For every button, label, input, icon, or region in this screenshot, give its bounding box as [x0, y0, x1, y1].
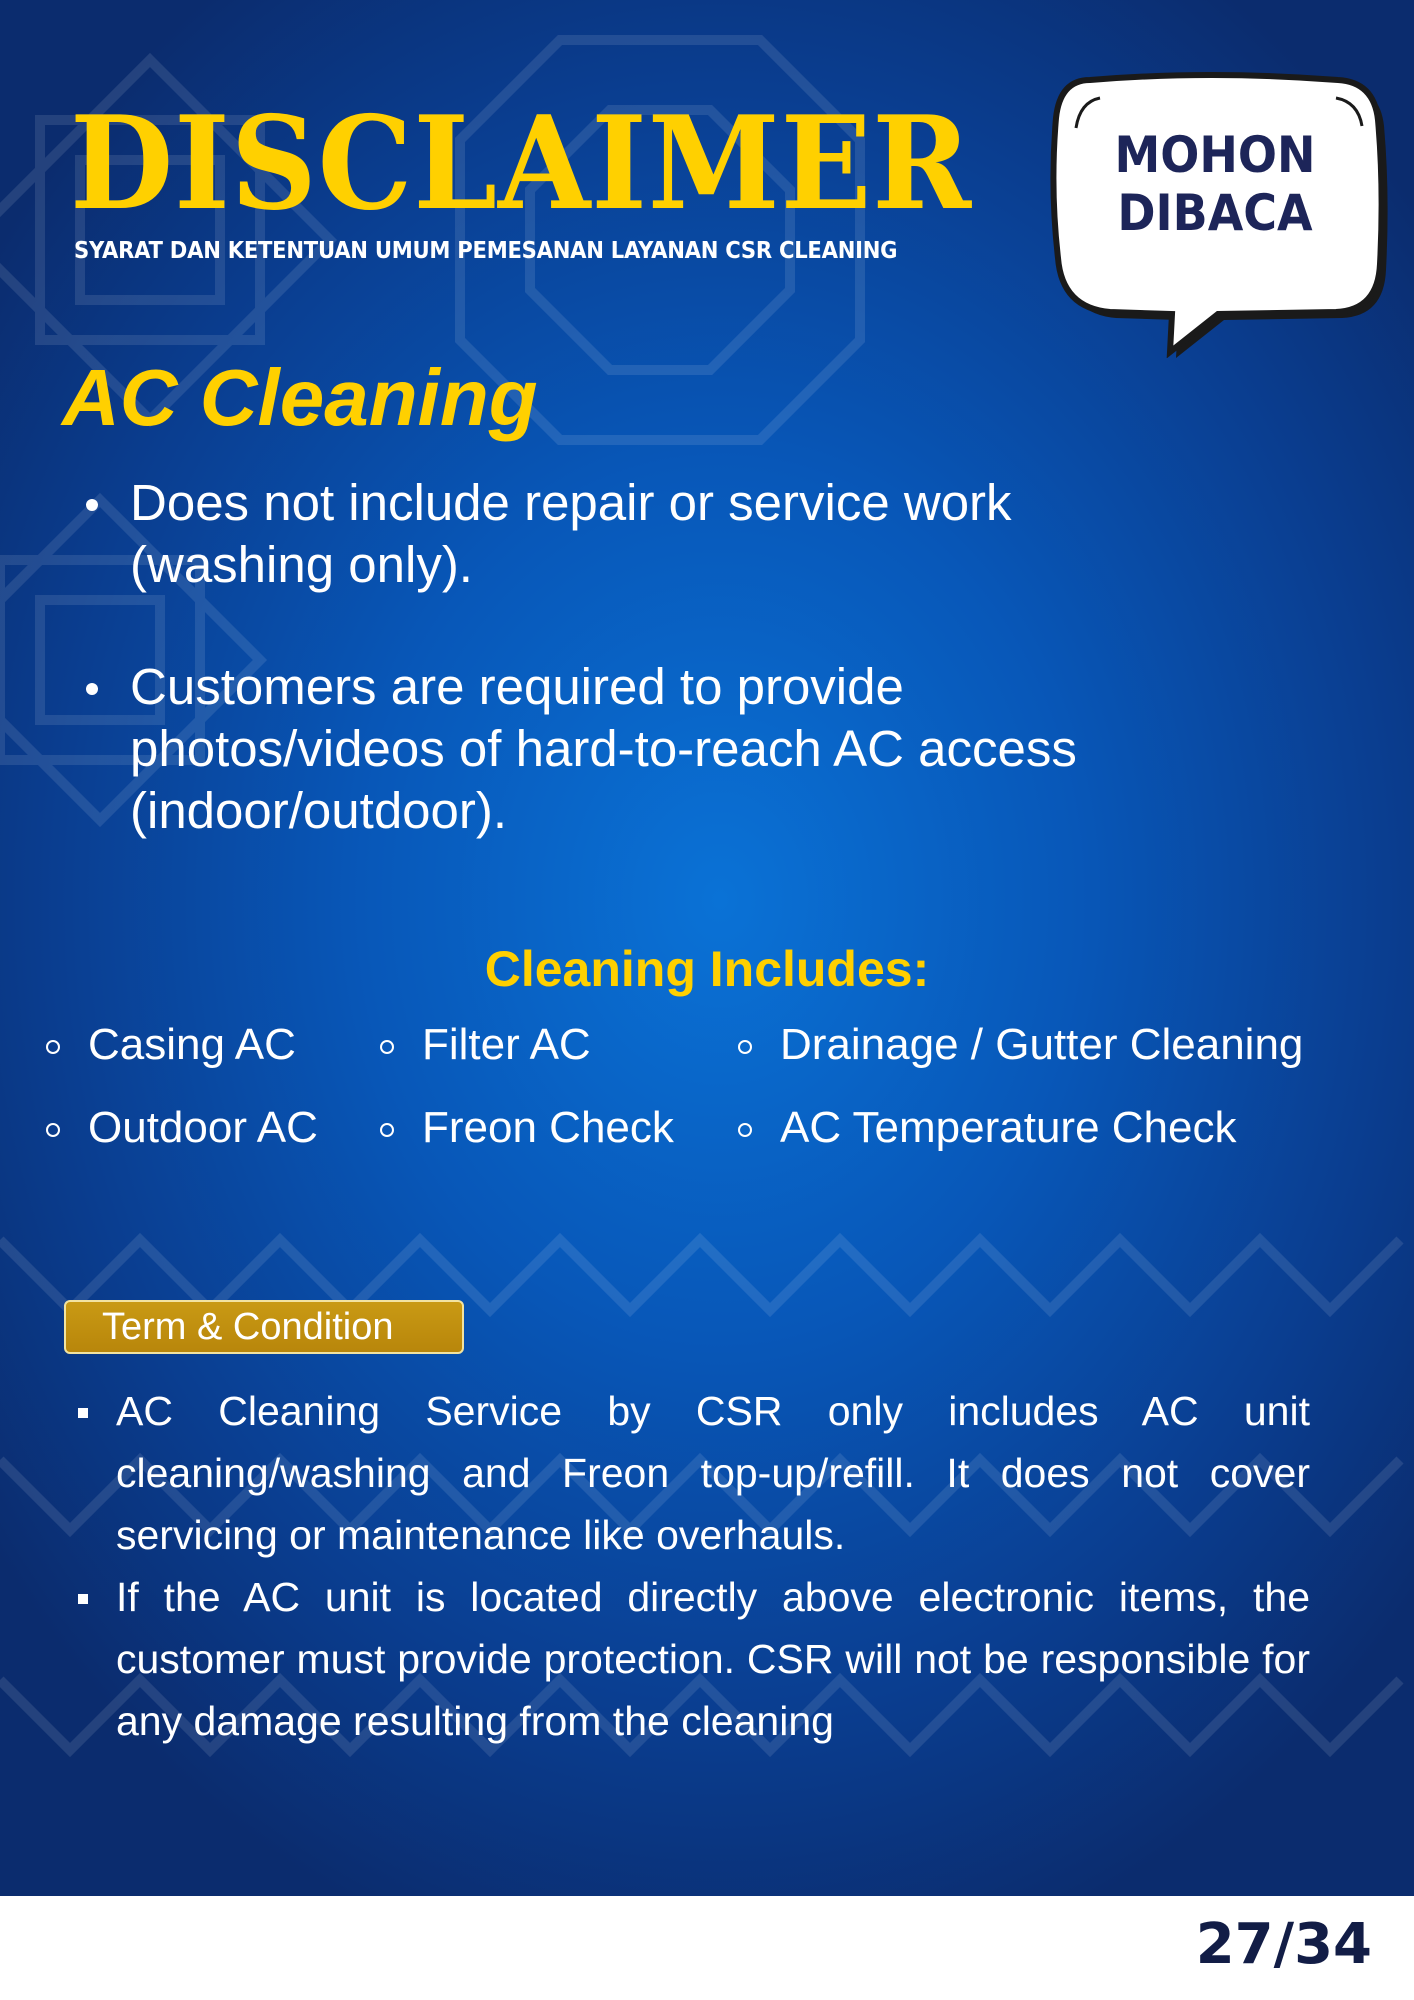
terms-list: [74, 1380, 1310, 1752]
terms-item: AC Cleaning Service by CSR only includes AC unit cleaning/washing and Freon top-up/refill. It does not cover servicing or maintenance like overhauls.: [74, 1380, 1310, 1566]
terms-item: If the AC unit is located directly above electronic items, the customer must provide protection. CSR will not be responsible for any damage resulting from the cleaning: [74, 1566, 1310, 1752]
main-bullet-list: [78, 472, 1228, 902]
disclaimer-title: DISCLAIMER: [70, 89, 973, 239]
include-item-drainage: Drainage / Gutter Cleaning: [738, 1020, 1303, 1070]
bubble-line-1: MOHON: [1114, 126, 1316, 184]
bubble-text: [1054, 126, 1376, 242]
bubble-line-2: DIBACA: [1117, 184, 1313, 242]
include-item-freon: Freon Check: [380, 1103, 674, 1153]
page-number: 27/34: [1195, 1912, 1372, 1977]
include-item-outdoor: Outdoor AC: [46, 1103, 318, 1153]
section-title: AC Cleaning: [62, 353, 538, 442]
speech-bubble: [1040, 68, 1390, 358]
include-item-casing: Casing AC: [46, 1020, 296, 1070]
main-bullet-item: Does not include repair or service work (washing only).: [78, 472, 1228, 596]
include-item-filter: Filter AC: [380, 1020, 591, 1070]
disclaimer-subtitle: SYARAT DAN KETENTUAN UMUM PEMESANAN LAYANAN CSR CLEANING: [74, 238, 898, 264]
main-bullet-item: Customers are required to provide photos/videos of hard-to-reach AC access (indoor/outdoor).: [78, 656, 1228, 842]
include-item-temperature: AC Temperature Check: [738, 1103, 1237, 1153]
includes-title: Cleaning Includes:: [484, 941, 930, 997]
term-condition-badge: Term & Condition: [64, 1300, 464, 1354]
